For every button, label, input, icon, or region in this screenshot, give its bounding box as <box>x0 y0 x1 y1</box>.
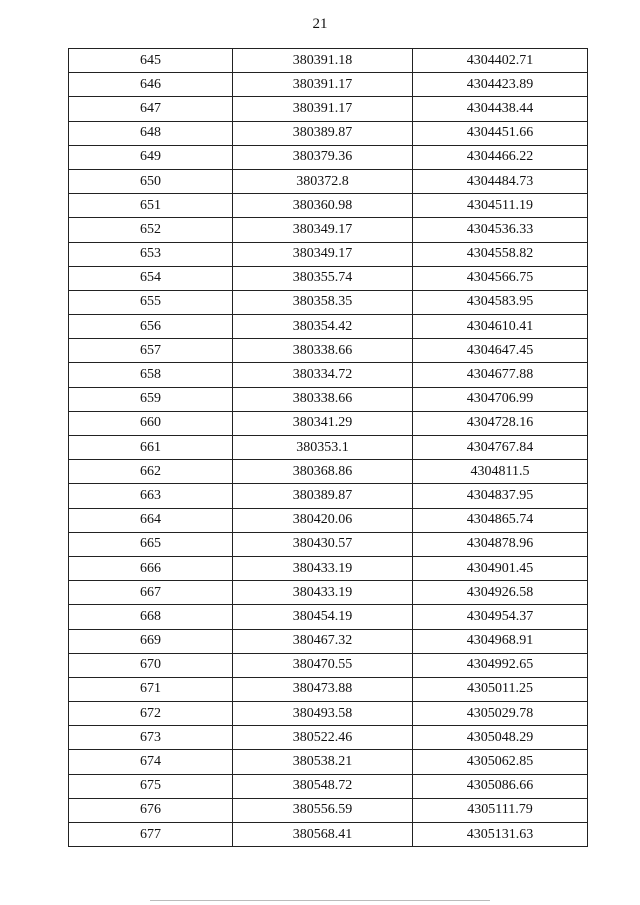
y-coordinate-cell: 4305048.29 <box>413 726 588 750</box>
coordinates-table-body <box>69 49 588 847</box>
y-coordinate-cell: 4304466.22 <box>413 145 588 169</box>
table-row <box>69 581 588 605</box>
y-coordinate-cell: 4304536.33 <box>413 218 588 242</box>
point-number-cell: 651 <box>69 194 233 218</box>
point-number-cell: 674 <box>69 750 233 774</box>
point-number-cell: 654 <box>69 266 233 290</box>
point-number-cell: 660 <box>69 411 233 435</box>
table-row <box>69 194 588 218</box>
point-number-cell: 677 <box>69 823 233 847</box>
y-coordinate-cell: 4304901.45 <box>413 556 588 580</box>
point-number-cell: 649 <box>69 145 233 169</box>
x-coordinate-cell: 380467.32 <box>233 629 413 653</box>
point-number-cell: 671 <box>69 677 233 701</box>
x-coordinate-cell: 380355.74 <box>233 266 413 290</box>
point-number-cell: 676 <box>69 798 233 822</box>
y-coordinate-cell: 4305062.85 <box>413 750 588 774</box>
x-coordinate-cell: 380353.1 <box>233 436 413 460</box>
table-row <box>69 605 588 629</box>
table-row <box>69 629 588 653</box>
x-coordinate-cell: 380354.42 <box>233 315 413 339</box>
table-row <box>69 508 588 532</box>
y-coordinate-cell: 4305086.66 <box>413 774 588 798</box>
point-number-cell: 655 <box>69 290 233 314</box>
y-coordinate-cell: 4304451.66 <box>413 121 588 145</box>
y-coordinate-cell: 4304511.19 <box>413 194 588 218</box>
point-number-cell: 665 <box>69 532 233 556</box>
point-number-cell: 672 <box>69 702 233 726</box>
x-coordinate-cell: 380389.87 <box>233 121 413 145</box>
x-coordinate-cell: 380349.17 <box>233 218 413 242</box>
x-coordinate-cell: 380349.17 <box>233 242 413 266</box>
x-coordinate-cell: 380372.8 <box>233 169 413 193</box>
point-number-cell: 647 <box>69 97 233 121</box>
y-coordinate-cell: 4304484.73 <box>413 169 588 193</box>
y-coordinate-cell: 4304954.37 <box>413 605 588 629</box>
point-number-cell: 666 <box>69 556 233 580</box>
coordinates-table <box>68 48 588 847</box>
point-number-cell: 658 <box>69 363 233 387</box>
x-coordinate-cell: 380341.29 <box>233 411 413 435</box>
point-number-cell: 646 <box>69 73 233 97</box>
point-number-cell: 652 <box>69 218 233 242</box>
x-coordinate-cell: 380473.88 <box>233 677 413 701</box>
y-coordinate-cell: 4304438.44 <box>413 97 588 121</box>
table-row <box>69 169 588 193</box>
y-coordinate-cell: 4304767.84 <box>413 436 588 460</box>
table-row <box>69 363 588 387</box>
table-row <box>69 653 588 677</box>
y-coordinate-cell: 4305029.78 <box>413 702 588 726</box>
y-coordinate-cell: 4304811.5 <box>413 460 588 484</box>
x-coordinate-cell: 380430.57 <box>233 532 413 556</box>
point-number-cell: 648 <box>69 121 233 145</box>
table-row <box>69 726 588 750</box>
x-coordinate-cell: 380548.72 <box>233 774 413 798</box>
y-coordinate-cell: 4304610.41 <box>413 315 588 339</box>
x-coordinate-cell: 380470.55 <box>233 653 413 677</box>
point-number-cell: 657 <box>69 339 233 363</box>
point-number-cell: 667 <box>69 581 233 605</box>
table-row <box>69 556 588 580</box>
table-row <box>69 436 588 460</box>
table-row <box>69 97 588 121</box>
point-number-cell: 661 <box>69 436 233 460</box>
x-coordinate-cell: 380358.35 <box>233 290 413 314</box>
y-coordinate-cell: 4304677.88 <box>413 363 588 387</box>
point-number-cell: 663 <box>69 484 233 508</box>
table-row <box>69 315 588 339</box>
x-coordinate-cell: 380420.06 <box>233 508 413 532</box>
x-coordinate-cell: 380568.41 <box>233 823 413 847</box>
x-coordinate-cell: 380334.72 <box>233 363 413 387</box>
y-coordinate-cell: 4304968.91 <box>413 629 588 653</box>
table-row <box>69 484 588 508</box>
table-row <box>69 411 588 435</box>
table-row <box>69 266 588 290</box>
table-row <box>69 49 588 73</box>
table-row <box>69 387 588 411</box>
y-coordinate-cell: 4304865.74 <box>413 508 588 532</box>
table-row <box>69 121 588 145</box>
table-row <box>69 73 588 97</box>
x-coordinate-cell: 380454.19 <box>233 605 413 629</box>
point-number-cell: 673 <box>69 726 233 750</box>
x-coordinate-cell: 380338.66 <box>233 387 413 411</box>
point-number-cell: 659 <box>69 387 233 411</box>
table-row <box>69 702 588 726</box>
x-coordinate-cell: 380538.21 <box>233 750 413 774</box>
x-coordinate-cell: 380379.36 <box>233 145 413 169</box>
point-number-cell: 664 <box>69 508 233 532</box>
y-coordinate-cell: 4305111.79 <box>413 798 588 822</box>
table-row <box>69 460 588 484</box>
point-number-cell: 650 <box>69 169 233 193</box>
point-number-cell: 653 <box>69 242 233 266</box>
point-number-cell: 645 <box>69 49 233 73</box>
x-coordinate-cell: 380556.59 <box>233 798 413 822</box>
x-coordinate-cell: 380391.18 <box>233 49 413 73</box>
table-row <box>69 339 588 363</box>
x-coordinate-cell: 380391.17 <box>233 97 413 121</box>
y-coordinate-cell: 4304837.95 <box>413 484 588 508</box>
y-coordinate-cell: 4304647.45 <box>413 339 588 363</box>
table-row <box>69 242 588 266</box>
bottom-rule <box>150 900 490 901</box>
x-coordinate-cell: 380493.58 <box>233 702 413 726</box>
point-number-cell: 656 <box>69 315 233 339</box>
table-row <box>69 290 588 314</box>
x-coordinate-cell: 380360.98 <box>233 194 413 218</box>
y-coordinate-cell: 4304583.95 <box>413 290 588 314</box>
x-coordinate-cell: 380433.19 <box>233 581 413 605</box>
y-coordinate-cell: 4304423.89 <box>413 73 588 97</box>
table-row <box>69 823 588 847</box>
y-coordinate-cell: 4304878.96 <box>413 532 588 556</box>
y-coordinate-cell: 4305011.25 <box>413 677 588 701</box>
y-coordinate-cell: 4304402.71 <box>413 49 588 73</box>
x-coordinate-cell: 380433.19 <box>233 556 413 580</box>
point-number-cell: 675 <box>69 774 233 798</box>
table-row <box>69 532 588 556</box>
table-row <box>69 677 588 701</box>
y-coordinate-cell: 4304728.16 <box>413 411 588 435</box>
table-row <box>69 798 588 822</box>
point-number-cell: 662 <box>69 460 233 484</box>
x-coordinate-cell: 380391.17 <box>233 73 413 97</box>
y-coordinate-cell: 4304926.58 <box>413 581 588 605</box>
table-row <box>69 218 588 242</box>
y-coordinate-cell: 4304558.82 <box>413 242 588 266</box>
point-number-cell: 670 <box>69 653 233 677</box>
x-coordinate-cell: 380389.87 <box>233 484 413 508</box>
x-coordinate-cell: 380368.86 <box>233 460 413 484</box>
y-coordinate-cell: 4304566.75 <box>413 266 588 290</box>
x-coordinate-cell: 380522.46 <box>233 726 413 750</box>
point-number-cell: 668 <box>69 605 233 629</box>
table-row <box>69 774 588 798</box>
y-coordinate-cell: 4304706.99 <box>413 387 588 411</box>
table-row <box>69 750 588 774</box>
x-coordinate-cell: 380338.66 <box>233 339 413 363</box>
y-coordinate-cell: 4304992.65 <box>413 653 588 677</box>
table-row <box>69 145 588 169</box>
page-number: 21 <box>312 16 328 32</box>
point-number-cell: 669 <box>69 629 233 653</box>
y-coordinate-cell: 4305131.63 <box>413 823 588 847</box>
